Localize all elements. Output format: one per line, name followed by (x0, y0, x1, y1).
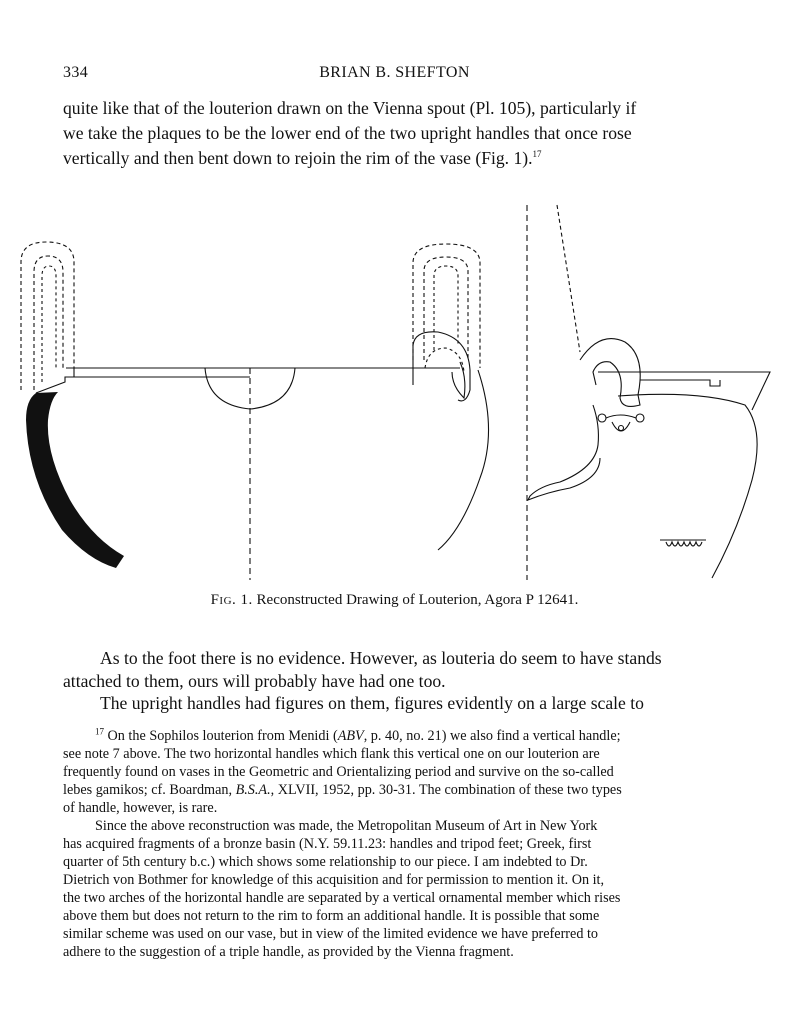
side-plaque (528, 405, 600, 500)
footnote-p1-line-4 (63, 781, 622, 799)
fn-text: lebes gamikos; cf. Boardman, (63, 782, 236, 798)
right-handle-core (434, 266, 458, 350)
footnote-number: 17 (95, 726, 104, 737)
handle-para-line-1: The upright handles had figures on them, figures evidently on a large scale to (100, 693, 644, 713)
footnote-p2-line-4: Dietrich von Bothmer for knowledge of this acquisition and for permission to mention it. On it, (63, 872, 605, 888)
figure-caption (0, 592, 789, 609)
fn-text: , XLVII, 1952, pp. 30-31. The combination of these two types (270, 782, 622, 798)
fn-text: , p. 40, no. 21) we also find a vertical handle; (363, 728, 621, 744)
left-handle-core (42, 266, 56, 382)
right-handle-outer (413, 244, 480, 368)
left-handle-inner (34, 256, 63, 390)
foot-para-line-2: attached to them, ours will probably have had one too. (63, 671, 446, 691)
profile-section (26, 392, 124, 568)
side-rim-lip (640, 372, 770, 410)
footnote-p2-line-8: adhere to the suggestion of a triple handle, as provided by the Vienna fragment. (63, 944, 514, 960)
footnote-p2-line-2: has acquired fragments of a bronze basin (N.Y. 59.11.23: handles and tripod feet; Greek, first (63, 836, 592, 852)
footnote-p2-line-1: Since the above reconstruction was made, the Metropolitan Museum of Art in New York (95, 818, 598, 834)
footnote-p2-line-6: above them but does not return to the rim to form an additional handle. It is possible that some (63, 908, 600, 924)
bsa-abbrev: B.S.A. (235, 782, 271, 798)
handle-terminal (452, 362, 465, 398)
footnote-p1-line-2: see note 7 above. The two horizontal handles which flank this vertical one on our louterion are (63, 746, 600, 762)
intro-line-3 (63, 147, 542, 169)
intro-line-2: we take the plaques to be the lower end of the two upright handles that once rose (63, 123, 632, 143)
footnote-p1-line-3: frequently found on vases in the Geometric and Orientalizing period and survive on the so-called (63, 764, 614, 780)
fn-text: On the Sophilos louterion from Menidi ( (107, 728, 338, 744)
footnote-p2-line-7: similar scheme was used on our vase, but in view of the limited evidence we have preferred to (63, 926, 599, 942)
footnote-p1-line-5: of handle, however, is rare. (63, 800, 218, 816)
side-handle-upright (557, 205, 580, 352)
footnote-p2-line-3: quarter of 5th century b.c.) which shows some relationship to our piece. I am indebted to Dr. (63, 854, 588, 870)
palmette-ornament (598, 414, 644, 431)
louterion-figure (0, 195, 789, 585)
running-head: BRIAN B. SHEFTON (319, 64, 470, 81)
page-number: 334 (63, 64, 89, 81)
footnote-p2-line-5: the two arches of the horizontal handle are separated by a vertical ornamental member which rises (63, 890, 621, 906)
side-rim-step (640, 380, 720, 386)
figure-title: Reconstructed Drawing of Louterion, Agora P 12641. (256, 592, 579, 608)
intro-line-3-text: vertically and then bent down to rejoin the rim of the vase (Fig. 1). (63, 148, 533, 168)
figure-label: Fig. 1. (210, 592, 253, 608)
frieze-egg-pattern (666, 542, 702, 546)
foot-para-line-1: As to the foot there is no evidence. However, as louteria do seem to have stands (100, 648, 662, 668)
footnote-p1-line-1 (95, 727, 621, 745)
abv-abbrev: ABV (337, 728, 364, 744)
footnote-ref[interactable]: 17 (532, 149, 542, 160)
intro-line-1: quite like that of the louterion drawn on the Vienna spout (Pl. 105), particularly if (63, 98, 637, 118)
